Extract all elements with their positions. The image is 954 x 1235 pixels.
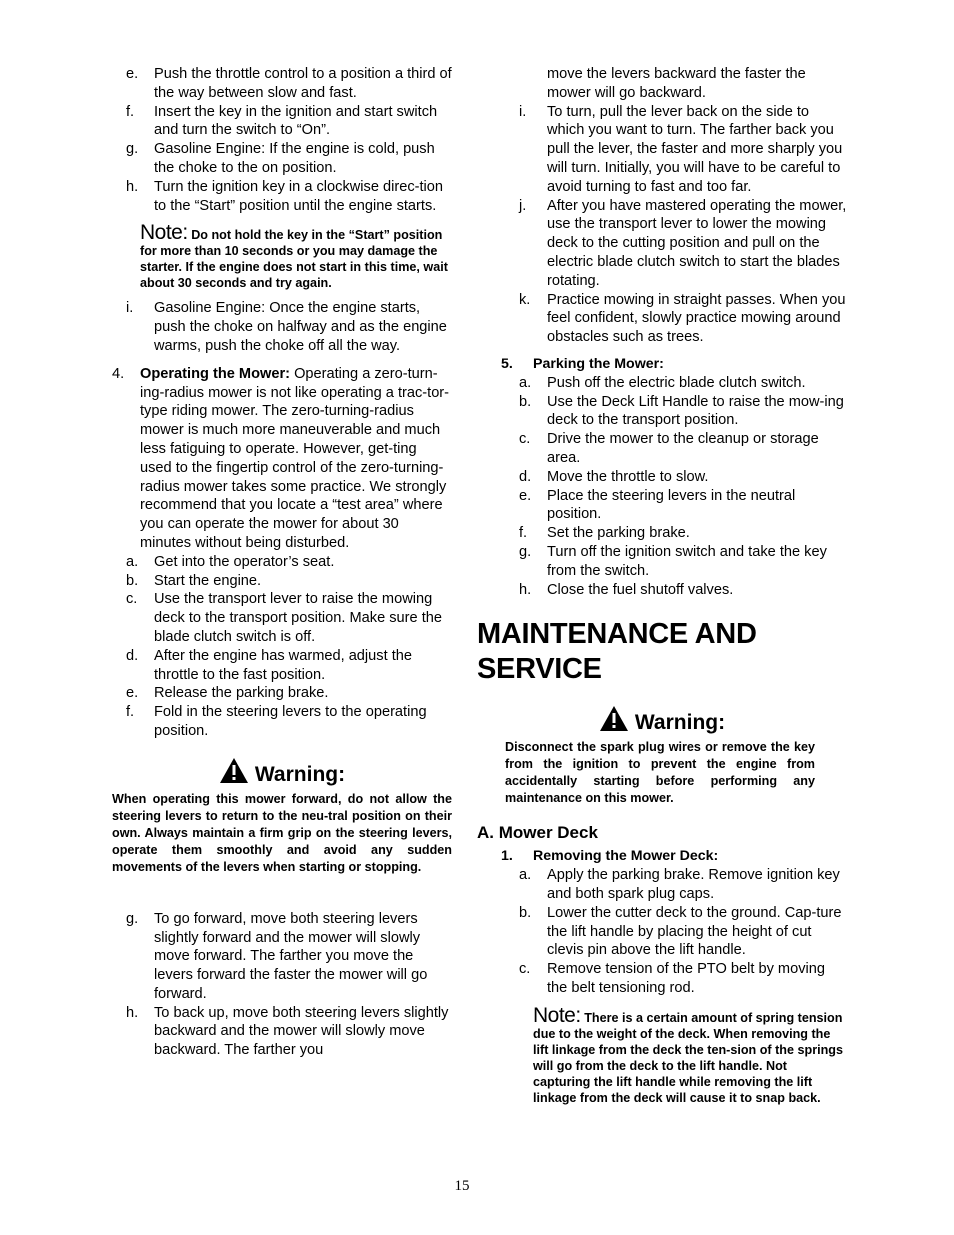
step-title: Removing the Mower Deck: [533,848,719,865]
list-item: a. Push off the electric blade clutch switch. [519,374,806,391]
list-item: e. Push the throttle control to a position a third of the way between slow and fast. [126,66,452,101]
list-item: h. Close the fuel shutoff valves. [519,581,734,598]
list-item: b. Use the Deck Lift Handle to raise the mow-ing deck to the transport position. [519,393,844,429]
list-item: g. To go forward, move both steering levers slightly forward and the mower will slowly move forward. The farther you move the levers forward the faster the mower will go forward. [126,910,428,1002]
list-item: b. Start the engine. [126,572,262,589]
list-item: c. Remove tension of the PTO belt by moving the belt tensioning rod. [519,961,825,996]
list-item: d. Move the throttle to slow. [519,468,709,485]
list-item: e. Release the parking brake. [126,685,329,702]
warning-triangle-icon [219,757,249,784]
list-item: b. Lower the cutter deck to the ground. Cap-ture the lift handle by placing the height of cut clevis pin above the lift handle. [519,904,842,959]
list-item: f. Insert the key in the ignition and start switch and turn the switch to “On”. [126,103,438,139]
list-item: a. Get into the operator’s seat. [126,553,335,570]
continued-text: move the levers backward the faster the mower will go backward. [547,66,806,101]
list-item: c. Drive the mower to the cleanup or storage area. [519,431,819,466]
list-item: e. Place the steering levers in the neutral position. [519,487,796,523]
warning-heading: Warning: [477,705,847,735]
list-item: i. Gasoline Engine: Once the engine starts, push the choke on halfway and as the engine warms, push the choke off all the way. [126,300,447,354]
section-title: MAINTENANCE AND SERVICE [477,618,757,686]
warning-heading: Warning: [112,757,452,787]
list-item: d. After the engine has warmed, adjust the throttle to the fast position. [126,647,412,683]
subsection-title: A. Mower Deck [477,823,598,843]
numbered-step: 1. Removing the Mower Deck: [501,848,719,865]
note-title: Note: [533,1003,581,1027]
numbered-step: 4. Operating the Mower: Operating a zero-turn-ing-radius mower is not like operating a trac-tor-type riding mower. The zero-turning-radius mower is much more maneuverable and much less fatiguing to operate. However, get-ting used to the fingertip control of the zero-turning-radius mower takes some practice. We strongly recommend that you locate a “test area” where you can operate the mower for about 30 minutes without being disturbed. [112,365,450,551]
warning-text: When operating this mower forward, do not allow the steering levers to return to the neu-tral position on their own. Always maintain a firm grip on the steering levers, operate them smoothly and avoid any sudden movements of the levers when starting or stopping. [112,791,452,874]
warning-text: Disconnect the spark plug wires or remove the key from the ignition to prevent the engine from accidentally starting before performing any maintenance on this mower. [505,740,815,806]
warning-triangle-icon [599,705,629,732]
step-title: Operating the Mower: [140,365,290,382]
note-text: There is a certain amount of spring tension due to the weight of the deck. When removing the lift linkage from the deck the ten-sion of the springs will go from the deck to the lift handle. Not capturing the lift handle while removing the lift linkage from the deck will cause it to snap back. [533,1010,843,1105]
page-number: 15 [454,1178,470,1194]
list-item: c. Use the transport lever to raise the mowing deck to the transport position. Make sure the blade clutch switch is off. [126,591,442,645]
note-box [112,221,452,291]
left-column [112,65,452,1060]
list-item: h. To back up, move both steering levers slightly backward and the mower will slowly move backward. The farther you [126,1004,449,1059]
step-title: Parking the Mower: [533,355,664,372]
list-item: a. Apply the parking brake. Remove ignition key and both spark plug caps. [519,867,840,902]
numbered-step: 5. Parking the Mower: [501,355,664,372]
list-item: i. To turn, pull the lever back on the side to which you want to turn. The farther back you pull the lever, the faster and more sharply you will turn. Initially, you will have to be careful to avoid turning to fast and too far. [519,103,843,195]
right-column [477,65,847,1114]
note-title: Note: [140,221,188,245]
list-item: k. Practice mowing in straight passes. When you feel confident, slowly practice mowing around obstacles such as trees. [519,291,846,346]
list-item: j. After you have mastered operating the mower, use the transport lever to lower the mowing deck to the cutting position and pull on the electric blade clutch switch to start the blades rotating. [519,197,847,289]
list-item: g. Turn off the ignition switch and take the key from the switch. [519,543,827,579]
list-item: f. Fold in the steering levers to the operating position. [126,704,427,739]
list-item: f. Set the parking brake. [519,525,690,542]
note-box [477,1003,847,1106]
list-item: g. Gasoline Engine: If the engine is cold, push the choke to the on position. [126,141,435,176]
list-item: h. Turn the ignition key in a clockwise direc-tion to the “Start” position until the engine starts. [126,178,444,214]
note-text: Do not hold the key in the “Start” position for more than 10 seconds or you may damage the starter. If the engine does not start in this time, wait about 30 seconds and try again. [140,228,448,291]
